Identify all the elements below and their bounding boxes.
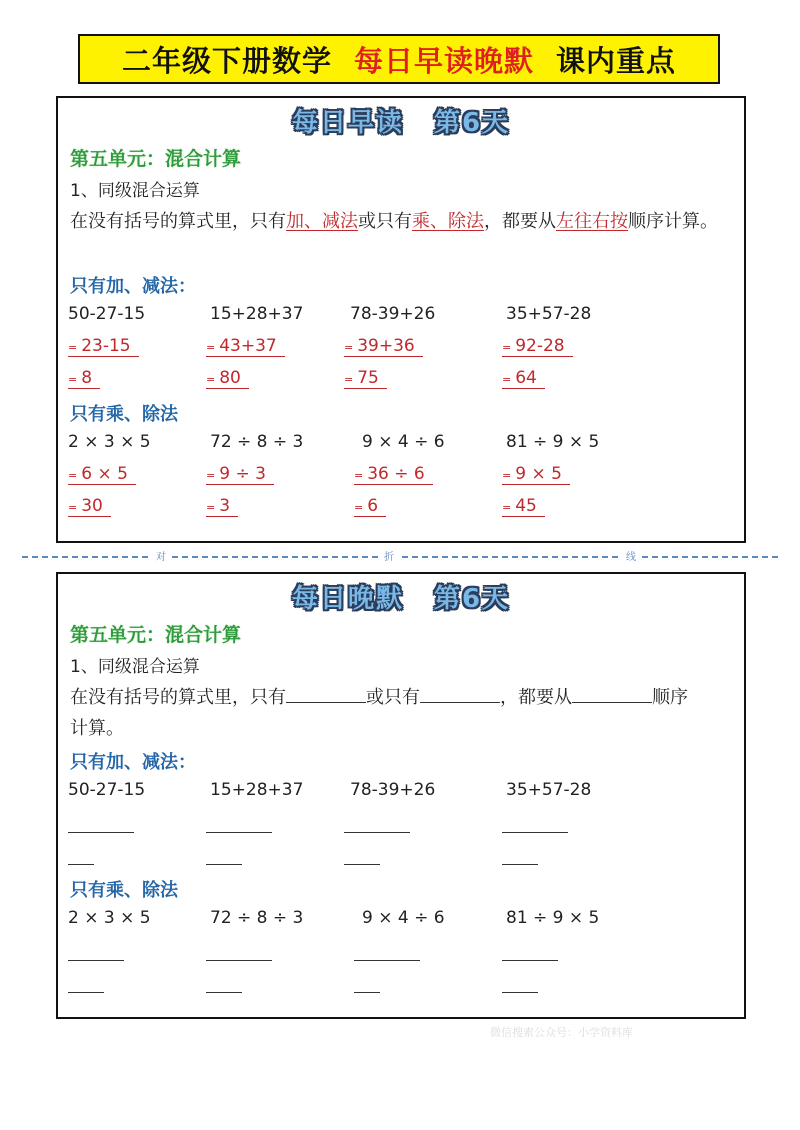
answer-result: = 30	[68, 496, 111, 517]
rule-mid1: 或只有	[366, 687, 420, 708]
answer-blank[interactable]	[206, 992, 242, 993]
morning-title	[58, 102, 744, 139]
rule-highlight-mul: 乘、除法	[412, 211, 484, 232]
answer-result: = 45	[502, 496, 545, 517]
answer-blank[interactable]	[206, 832, 272, 833]
fold-line	[22, 556, 778, 558]
answer-result: = 8	[68, 368, 100, 389]
rule-mid2: ，都要从	[484, 211, 556, 232]
problem: 78-39+26	[350, 780, 436, 800]
answer-blank[interactable]	[68, 832, 134, 833]
problem: 72 ÷ 8 ÷ 3	[210, 432, 304, 452]
problem: 35+57-28	[506, 780, 592, 800]
rule-post2: 计算。	[70, 718, 124, 739]
evening-title-day: 第6天	[433, 584, 511, 614]
answer-result: = 64	[502, 368, 545, 389]
banner-topic: 课内重点	[556, 43, 677, 78]
banner-highlight: 每日早读晚默	[353, 43, 534, 78]
section-add-sub: 只有加、减法：	[70, 752, 196, 773]
problem: 2 × 3 × 5	[68, 908, 151, 928]
answer-blank[interactable]	[68, 864, 94, 865]
problem: 2 × 3 × 5	[68, 432, 151, 452]
rule-highlight-order: 左往右按	[556, 211, 628, 232]
answer-result: = 6	[354, 496, 386, 517]
answer-result: = 80	[206, 368, 249, 389]
answer-step: = 39+36	[344, 336, 423, 357]
answer-blank[interactable]	[344, 864, 380, 865]
problem: 50-27-15	[68, 304, 146, 324]
answer-blank[interactable]	[344, 832, 410, 833]
rule-post: 顺序	[652, 687, 688, 708]
section-mul-div: 只有乘、除法	[70, 880, 178, 901]
problem: 15+28+37	[210, 780, 304, 800]
banner-grade: 二年级下册数学	[121, 43, 332, 78]
answer-result: = 3	[206, 496, 238, 517]
answer-blank[interactable]	[354, 992, 380, 993]
problem: 15+28+37	[210, 304, 304, 324]
answer-step: = 23-15	[68, 336, 139, 357]
morning-reading-card	[56, 96, 746, 543]
answer-blank[interactable]	[206, 960, 272, 961]
fold-label: 折	[380, 548, 398, 563]
section-add-sub: 只有加、减法：	[70, 276, 196, 297]
problem: 9 × 4 ÷ 6	[362, 432, 445, 452]
rule-mid1: 或只有	[358, 211, 412, 232]
fill-blank[interactable]	[286, 684, 366, 703]
fold-label: 对	[152, 548, 170, 563]
rule-mid2: ，都要从	[500, 687, 572, 708]
evening-recall-card	[56, 572, 746, 1019]
unit-heading: 第五单元：混合计算	[70, 624, 242, 646]
problem: 81 ÷ 9 × 5	[506, 908, 600, 928]
fill-blank[interactable]	[572, 684, 652, 703]
answer-blank[interactable]	[206, 864, 242, 865]
problem: 50-27-15	[68, 780, 146, 800]
fill-blank[interactable]	[420, 684, 500, 703]
answer-step: = 36 ÷ 6	[354, 464, 433, 485]
problem: 72 ÷ 8 ÷ 3	[210, 908, 304, 928]
rule-pre: 在没有括号的算式里，只有	[70, 687, 286, 708]
watermark: 微信搜索公众号：小学资料库	[490, 1026, 633, 1039]
answer-blank[interactable]	[502, 832, 568, 833]
answer-blank[interactable]	[502, 992, 538, 993]
answer-step: = 43+37	[206, 336, 285, 357]
problem: 9 × 4 ÷ 6	[362, 908, 445, 928]
section-mul-div: 只有乘、除法	[70, 404, 178, 425]
answer-step: = 9 × 5	[502, 464, 570, 485]
problem: 78-39+26	[350, 304, 436, 324]
subheading: 1、同级混合运算	[70, 181, 200, 201]
subheading: 1、同级混合运算	[70, 657, 200, 677]
unit-heading: 第五单元：混合计算	[70, 148, 242, 170]
rule-post: 顺序计算。	[628, 211, 718, 232]
page-banner	[78, 34, 720, 84]
problem: 81 ÷ 9 × 5	[506, 432, 600, 452]
answer-blank[interactable]	[68, 992, 104, 993]
answer-result: = 75	[344, 368, 387, 389]
evening-title-main: 每日晚默	[291, 584, 404, 614]
evening-title	[58, 578, 744, 615]
fold-label: 线	[622, 548, 640, 563]
problem: 35+57-28	[506, 304, 592, 324]
morning-title-main: 每日早读	[291, 108, 404, 138]
rule-text	[70, 206, 740, 237]
rule-highlight-add: 加、减法	[286, 211, 358, 232]
answer-step: = 92-28	[502, 336, 573, 357]
answer-blank[interactable]	[68, 960, 124, 961]
answer-blank[interactable]	[354, 960, 420, 961]
answer-step: = 9 ÷ 3	[206, 464, 274, 485]
rule-text	[70, 682, 740, 744]
rule-pre: 在没有括号的算式里，只有	[70, 211, 286, 232]
answer-blank[interactable]	[502, 864, 538, 865]
answer-blank[interactable]	[502, 960, 558, 961]
answer-step: = 6 × 5	[68, 464, 136, 485]
morning-title-day: 第6天	[433, 108, 511, 138]
